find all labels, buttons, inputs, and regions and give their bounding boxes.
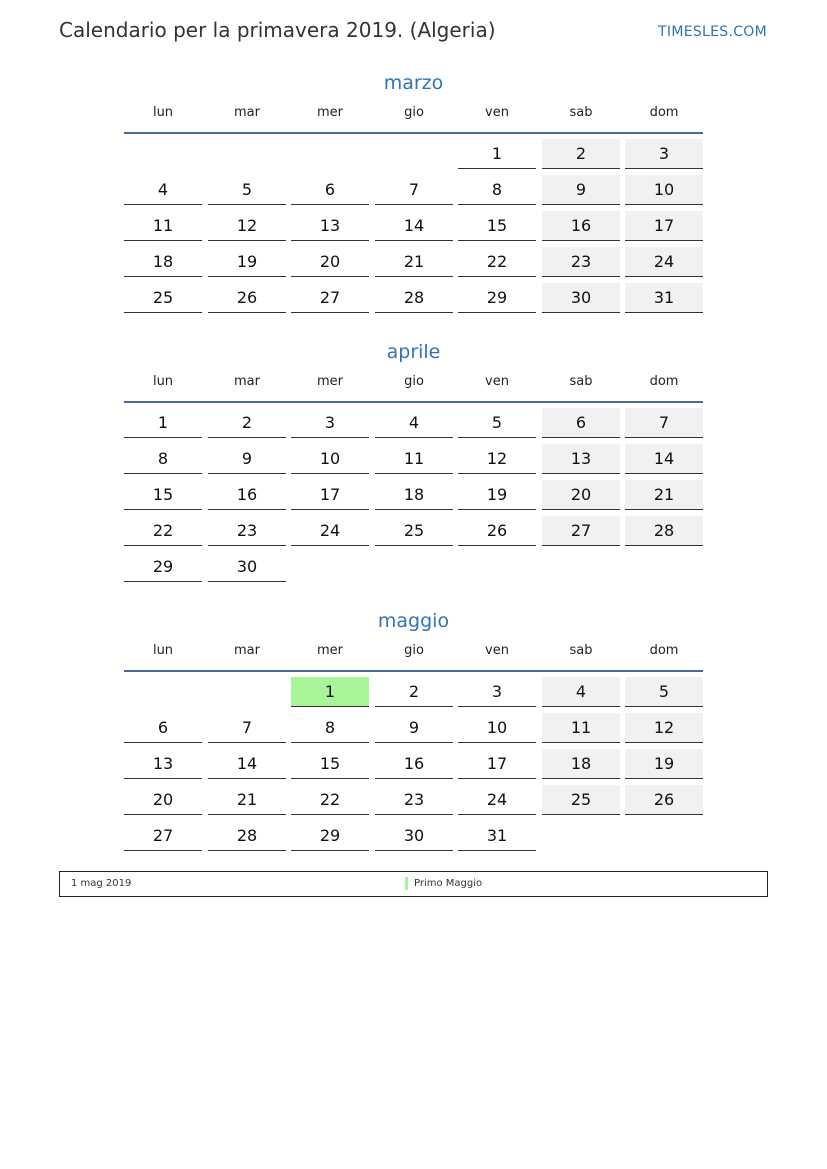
day-cell: 12 [625,713,703,743]
day-cell: 18 [124,247,202,277]
day-cell: 20 [542,480,620,510]
day-cell: 27 [291,283,369,313]
holiday-day-cell: 1 [291,677,369,707]
weekday-gio: gio [404,374,424,389]
day-cell: 26 [625,785,703,815]
day-cell: 8 [458,175,536,205]
weekday-gio: gio [404,105,424,120]
day-cell: 7 [375,175,453,205]
day-grid [124,677,703,857]
weekday-mar: mar [234,643,260,658]
day-cell: 11 [375,444,453,474]
month-title: marzo [383,72,444,94]
day-cell: 13 [124,749,202,779]
day-cell: 24 [625,247,703,277]
weekday-mar: mar [234,374,260,389]
day-cell: 5 [625,677,703,707]
month-title: aprile [386,341,441,363]
day-cell: 2 [208,408,286,438]
day-cell: 29 [458,283,536,313]
day-cell: 12 [208,211,286,241]
weekday-dom: dom [649,374,679,389]
day-grid [124,139,703,319]
day-cell: 21 [625,480,703,510]
day-cell: 2 [542,139,620,169]
day-cell: 29 [124,552,202,582]
weekday-ven: ven [485,105,509,120]
day-cell: 24 [458,785,536,815]
weekday-sab: sab [569,374,593,389]
day-cell: 12 [458,444,536,474]
day-cell: 10 [291,444,369,474]
day-cell: 6 [124,713,202,743]
weekday-gio: gio [404,643,424,658]
day-cell: 9 [542,175,620,205]
day-cell: 5 [458,408,536,438]
day-cell: 10 [458,713,536,743]
day-cell: 19 [625,749,703,779]
weekday-mar: mar [234,105,260,120]
holiday-legend [59,871,768,897]
day-cell: 29 [291,821,369,851]
weekday-mer: mer [316,643,343,658]
day-cell: 9 [208,444,286,474]
day-cell: 24 [291,516,369,546]
weekday-sab: sab [569,105,593,120]
weekday-dom: dom [649,643,679,658]
day-cell: 9 [375,713,453,743]
day-cell: 31 [625,283,703,313]
day-cell: 7 [208,713,286,743]
day-cell: 19 [458,480,536,510]
day-cell: 3 [625,139,703,169]
brand-logo[interactable]: TIMESLES.COM [658,24,767,40]
day-cell: 3 [291,408,369,438]
day-cell: 30 [542,283,620,313]
day-cell: 22 [458,247,536,277]
day-cell: 16 [208,480,286,510]
day-cell: 18 [542,749,620,779]
day-cell: 13 [291,211,369,241]
legend-holiday-date: 1 mag 2019 [71,878,132,889]
day-cell: 19 [208,247,286,277]
day-cell: 15 [458,211,536,241]
day-cell: 8 [124,444,202,474]
day-cell: 16 [542,211,620,241]
day-cell: 23 [375,785,453,815]
day-cell: 1 [458,139,536,169]
day-cell: 31 [458,821,536,851]
day-cell: 22 [291,785,369,815]
day-cell: 20 [124,785,202,815]
day-cell: 14 [208,749,286,779]
day-cell: 23 [208,516,286,546]
month-title: maggio [377,610,450,632]
day-cell: 16 [375,749,453,779]
day-cell: 10 [625,175,703,205]
day-cell: 2 [375,677,453,707]
day-cell: 15 [124,480,202,510]
day-grid [124,408,703,588]
weekday-dom: dom [649,105,679,120]
day-cell: 27 [542,516,620,546]
page-title: Calendario per la primavera 2019. (Algeria) [59,18,496,42]
legend-holiday-name: Primo Maggio [414,878,483,889]
day-cell: 6 [291,175,369,205]
weekday-lun: lun [152,374,174,389]
day-cell: 27 [124,821,202,851]
month-maggio [124,608,703,857]
weekday-sab: sab [569,643,593,658]
day-cell: 4 [124,175,202,205]
day-cell: 4 [375,408,453,438]
weekday-mer: mer [316,105,343,120]
day-cell: 17 [625,211,703,241]
day-cell: 18 [375,480,453,510]
day-cell: 17 [291,480,369,510]
day-cell: 23 [542,247,620,277]
day-cell: 20 [291,247,369,277]
weekday-ven: ven [485,374,509,389]
day-cell: 28 [375,283,453,313]
weekday-header [124,373,703,403]
day-cell: 15 [291,749,369,779]
day-cell: 13 [542,444,620,474]
weekday-lun: lun [152,105,174,120]
weekday-header [124,104,703,134]
day-cell: 25 [124,283,202,313]
day-cell: 5 [208,175,286,205]
day-cell: 26 [208,283,286,313]
weekday-ven: ven [485,643,509,658]
day-cell: 7 [625,408,703,438]
day-cell: 11 [542,713,620,743]
weekday-lun: lun [152,643,174,658]
day-cell: 21 [208,785,286,815]
day-cell: 4 [542,677,620,707]
day-cell: 25 [542,785,620,815]
day-cell: 21 [375,247,453,277]
day-cell: 14 [625,444,703,474]
day-cell: 30 [208,552,286,582]
weekday-header [124,642,703,672]
day-cell: 17 [458,749,536,779]
day-cell: 28 [625,516,703,546]
day-cell: 3 [458,677,536,707]
day-cell: 8 [291,713,369,743]
weekday-mer: mer [316,374,343,389]
month-marzo [124,70,703,319]
day-cell: 6 [542,408,620,438]
day-cell: 22 [124,516,202,546]
day-cell: 28 [208,821,286,851]
day-cell: 1 [124,408,202,438]
holiday-color-swatch [405,877,408,890]
month-aprile [124,339,703,588]
day-cell: 11 [124,211,202,241]
day-cell: 30 [375,821,453,851]
day-cell: 14 [375,211,453,241]
day-cell: 25 [375,516,453,546]
day-cell: 26 [458,516,536,546]
